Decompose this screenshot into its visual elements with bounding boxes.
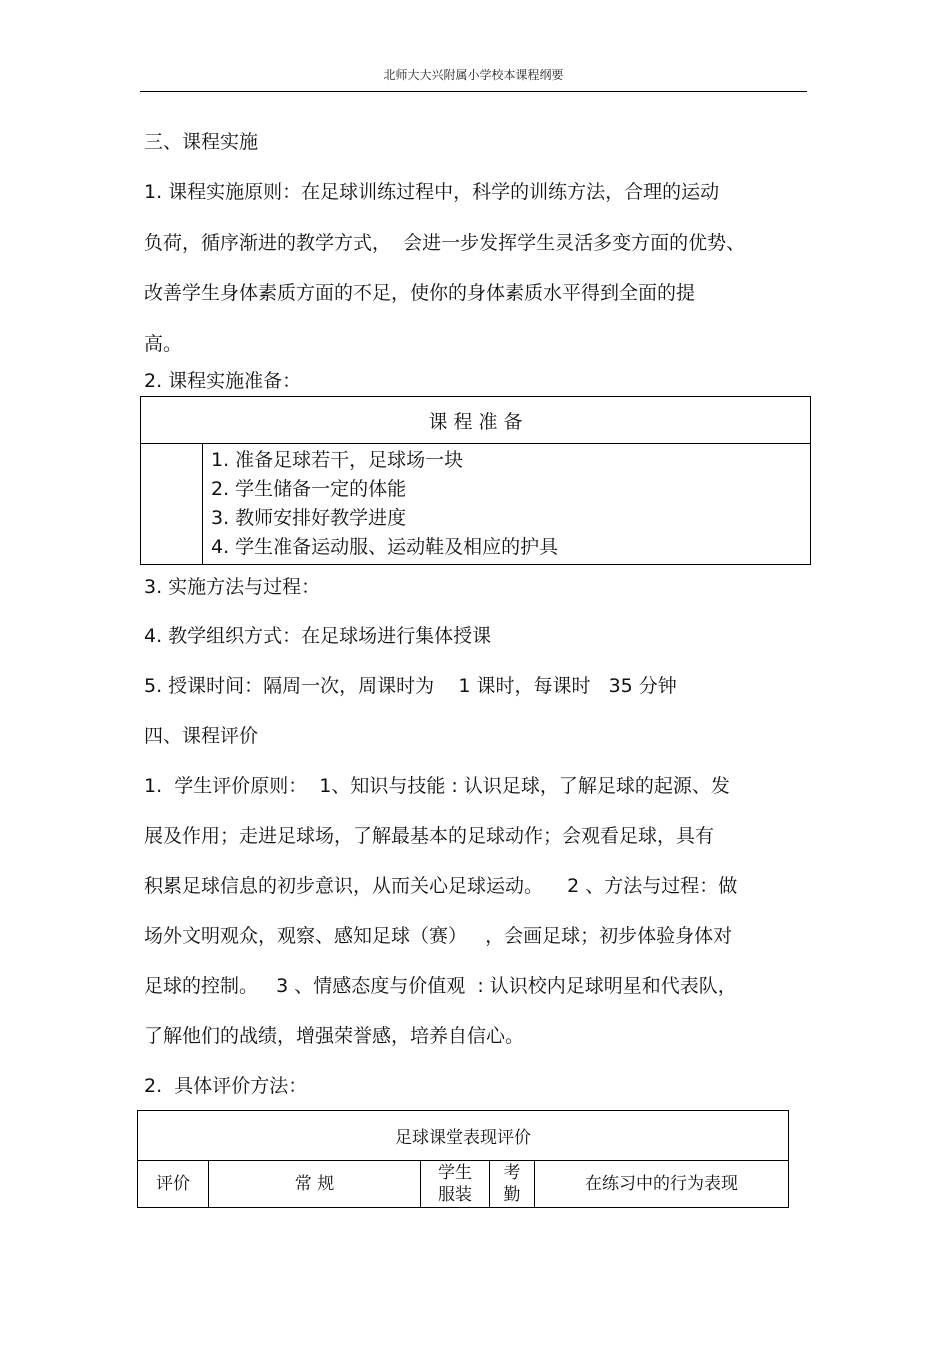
evaluation-col-header <box>490 1161 535 1208</box>
evaluation-col-header-line: 服装 <box>438 1185 472 1205</box>
evaluation-col-header: 评价 <box>138 1161 209 1208</box>
evaluation-col-header: 常 规 <box>209 1161 421 1208</box>
paragraph-line: 3. 实施方法与过程： <box>144 576 321 598</box>
paragraph-line: 1. 课程实施原则：在足球训练过程中，科学的训练方法，合理的运动 <box>144 181 720 203</box>
paragraph-line: 负荷，循序渐进的教学方式， 会进一步发挥学生灵活多变方面的优势、 <box>144 232 746 254</box>
paragraph-line: 高。 <box>144 333 183 355</box>
paragraph-line: 展及作用；走进足球场，了解最基本的足球动作；会观看足球，具有 <box>144 825 715 847</box>
paragraph-line: 积累足球信息的初步意识，从而关心足球运动。 2 、方法与过程：做 <box>144 875 738 897</box>
evaluation-col-header-line: 勤 <box>503 1185 521 1205</box>
paragraph-line: 了解他们的战绩，增强荣誉感，培养自信心。 <box>144 1025 525 1047</box>
header-divider <box>140 91 807 92</box>
preparation-item: 2. 学生储备一定的体能 <box>211 478 407 500</box>
evaluation-col-header <box>421 1161 490 1208</box>
preparation-items-cell <box>203 444 811 565</box>
evaluation-col-header: 在练习中的行为表现 <box>535 1161 789 1208</box>
section-heading-implementation: 三、课程实施 <box>144 131 259 153</box>
paragraph-line: 2. 课程实施准备： <box>144 370 302 392</box>
preparation-item: 3. 教师安排好教学进度 <box>211 507 407 529</box>
evaluation-col-header-line: 考 <box>503 1163 521 1183</box>
paragraph-line: 1. 学生评价原则： 1、知识与技能 : 认识足球，了解足球的起源、发 <box>144 775 730 797</box>
preparation-item: 4. 学生准备运动服、运动鞋及相应的护具 <box>211 536 559 558</box>
paragraph-line: 2. 具体评价方法： <box>144 1075 308 1097</box>
preparation-table-title: 课 程 准 备 <box>141 397 811 444</box>
preparation-table <box>140 396 811 565</box>
evaluation-table <box>137 1110 789 1208</box>
paragraph-line: 5. 授课时间：隔周一次，周课时为 1 课时，每课时 35 分钟 <box>144 675 677 697</box>
preparation-item: 1. 准备足球若干，足球场一块 <box>211 449 464 471</box>
page-header: 北师大大兴附属小学校本课程纲要 <box>383 68 564 82</box>
paragraph-line: 改善学生身体素质方面的不足，使你的身体素质水平得到全面的提 <box>144 282 696 304</box>
paragraph-line: 场外文明观众，观察、感知足球（赛） ，会画足球；初步体验身体对 <box>144 925 733 947</box>
paragraph-line: 足球的控制。 3 、情感态度与价值观 : 认识校内足球明星和代表队， <box>144 975 737 997</box>
section-heading-evaluation: 四、课程评价 <box>144 725 259 747</box>
evaluation-col-header-line: 学生 <box>438 1163 472 1183</box>
paragraph-line: 4. 教学组织方式：在足球场进行集体授课 <box>144 625 492 647</box>
evaluation-table-title: 足球课堂表现评价 <box>138 1111 789 1161</box>
preparation-table-blank-cell <box>141 444 203 565</box>
